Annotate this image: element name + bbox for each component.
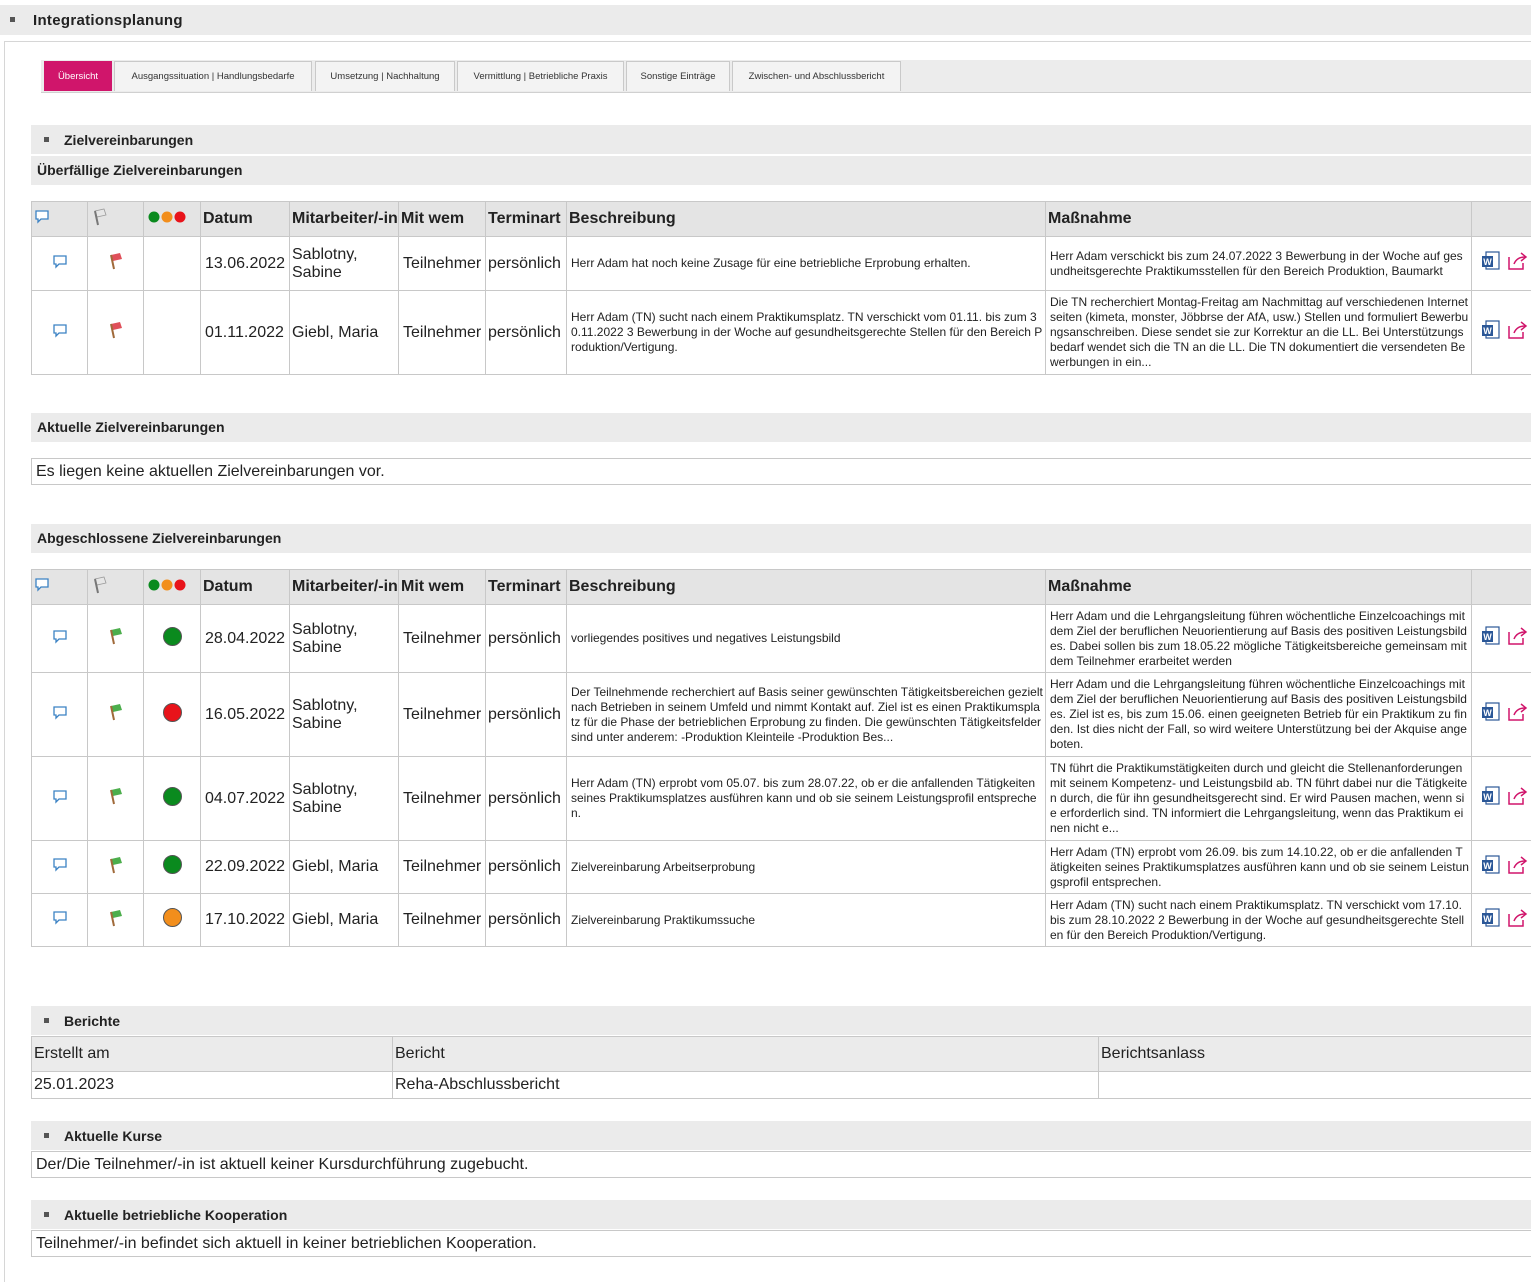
row-date: 22.09.2022 bbox=[201, 841, 290, 894]
section-title: Aktuelle Kurse bbox=[64, 1122, 162, 1151]
report-reason bbox=[1099, 1072, 1531, 1099]
col-terminart[interactable]: Terminart bbox=[486, 570, 567, 605]
row-measure: Herr Adam verschickt bis zum 24.07.2022 3 Bewerbung in der Woche auf gesundheitsgerechte Praktikumsstellen für den Bereich Produktion, Baumarkt bbox=[1046, 237, 1472, 291]
row-description: Herr Adam (TN) sucht nach einem Praktikumsplatz. TN verschickt vom 01.11. bis zum 30.11.2022 3 Bewerbung in der Woche auf gesundheitsgerechte Stellen für den Bereich Produktion/Vertigung. bbox=[567, 291, 1046, 375]
flag-icon[interactable] bbox=[88, 237, 144, 291]
row-staff: Sablotny, Sabine bbox=[290, 757, 399, 841]
subsection-title: Abgeschlossene Zielvereinbarungen bbox=[37, 524, 281, 553]
row-type: persönlich bbox=[486, 841, 567, 894]
tab-ausgangssituation[interactable]: Ausgangssituation | Handlungsbedarfe bbox=[114, 61, 312, 91]
flag-column-icon bbox=[88, 570, 144, 605]
row-date: 13.06.2022 bbox=[201, 237, 290, 291]
col-beschreibung[interactable]: Beschreibung bbox=[567, 202, 1046, 237]
col-datum[interactable]: Datum bbox=[201, 202, 290, 237]
svg-text:W: W bbox=[1483, 708, 1492, 718]
comment-column-icon bbox=[32, 202, 88, 237]
status-indicator bbox=[144, 291, 201, 375]
row-with: Teilnehmer bbox=[399, 894, 486, 947]
word-document-icon[interactable] bbox=[1480, 625, 1502, 652]
row-description: Herr Adam (TN) erprobt vom 05.07. bis zum 28.07.22, ob er die anfallenden Tätigkeiten seines Praktikumsplatzes ausführen kann und ob sie seinem Leistungsprofil entsprechen. bbox=[567, 757, 1046, 841]
section-berichte[interactable] bbox=[31, 1006, 1531, 1035]
col-bericht: Bericht bbox=[393, 1037, 1099, 1072]
col-mit-wem[interactable]: Mit wem bbox=[399, 202, 486, 237]
table-row[interactable] bbox=[32, 605, 1531, 673]
row-description: vorliegendes positives und negatives Leistungsbild bbox=[567, 605, 1046, 673]
col-massnahme[interactable]: Maßnahme bbox=[1046, 202, 1472, 237]
kooperation-empty-message: Teilnehmer/-in befindet sich aktuell in keiner betrieblichen Kooperation. bbox=[31, 1230, 1531, 1257]
row-type: persönlich bbox=[486, 757, 567, 841]
overdue-table bbox=[31, 201, 1531, 375]
row-description: Zielvereinbarung Arbeitserprobung bbox=[567, 841, 1046, 894]
row-with: Teilnehmer bbox=[399, 291, 486, 375]
header-row bbox=[32, 570, 1531, 605]
flag-icon[interactable] bbox=[88, 605, 144, 673]
svg-text:W: W bbox=[1483, 914, 1492, 924]
page-header bbox=[0, 5, 1531, 35]
row-with: Teilnehmer bbox=[399, 673, 486, 757]
col-mitarbeiter[interactable]: Mitarbeiter/-in bbox=[290, 202, 399, 237]
comment-icon[interactable] bbox=[32, 291, 88, 375]
section-kooperation[interactable] bbox=[31, 1200, 1531, 1229]
status-indicator bbox=[144, 673, 201, 757]
section-title: Aktuelle betriebliche Kooperation bbox=[64, 1201, 287, 1230]
row-measure: Die TN recherchiert Montag-Freitag am Nachmittag auf verschiedenen Internetseiten (kimeta, monster, Jöbbrse der AfA, usw.) Stellen und formuliert Bewerbungsanschreiben. Diese sendet sie zur Korrektur an die LL. Bei Unterstützungsbedarf wendet sich die TN an die LL. Die TN dokumentiert die versendeten Bewerbungen in ein... bbox=[1046, 291, 1472, 375]
row-type: persönlich bbox=[486, 894, 567, 947]
svg-text:W: W bbox=[1483, 861, 1492, 871]
row-with: Teilnehmer bbox=[399, 237, 486, 291]
comment-icon[interactable] bbox=[32, 237, 88, 291]
row-staff: Sablotny, Sabine bbox=[290, 605, 399, 673]
svg-text:W: W bbox=[1483, 792, 1492, 802]
status-indicator bbox=[144, 605, 201, 673]
status-dot-green bbox=[163, 855, 182, 874]
comment-icon[interactable] bbox=[32, 673, 88, 757]
status-dot-red bbox=[163, 703, 182, 722]
tab-sonstige[interactable]: Sonstige Einträge bbox=[626, 61, 730, 91]
row-measure: TN führt die Praktikumstätigkeiten durch und gleicht die Stellenanforderungen mit seinem Kompetenz- und Leistungsbild ab. TN führt dabei nur die Tätigkeiten durch, die für ihn gesundheitsgerecht sind. Er wird Pausen machen, wenn sie erforderlich sind. TN informiert die Lehrgangsleitung, wenn das Praktikum einen nicht e... bbox=[1046, 757, 1472, 841]
table-row[interactable] bbox=[32, 1072, 1531, 1099]
col-erstellt: Erstellt am bbox=[32, 1037, 393, 1072]
table-row[interactable] bbox=[32, 291, 1531, 375]
row-date: 16.05.2022 bbox=[201, 673, 290, 757]
col-massnahme[interactable]: Maßnahme bbox=[1046, 570, 1472, 605]
col-terminart[interactable]: Terminart bbox=[486, 202, 567, 237]
status-indicator bbox=[144, 894, 201, 947]
section-zielvereinbarungen[interactable] bbox=[31, 125, 1531, 154]
row-with: Teilnehmer bbox=[399, 757, 486, 841]
row-date: 01.11.2022 bbox=[201, 291, 290, 375]
row-staff: Sablotny, Sabine bbox=[290, 237, 399, 291]
kurse-empty-message: Der/Die Teilnehmer/-in ist aktuell keiner Kursdurchführung zugebucht. bbox=[31, 1151, 1531, 1178]
flag-column-icon bbox=[88, 202, 144, 237]
row-staff: Giebl, Maria bbox=[290, 291, 399, 375]
word-document-icon[interactable] bbox=[1480, 785, 1502, 812]
traffic-light-icon bbox=[144, 202, 201, 237]
row-with: Teilnehmer bbox=[399, 605, 486, 673]
tab-bericht[interactable]: Zwischen- und Abschlussbericht bbox=[732, 61, 901, 91]
table-row[interactable] bbox=[32, 894, 1531, 947]
svg-text:W: W bbox=[1483, 326, 1492, 336]
col-beschreibung[interactable]: Beschreibung bbox=[567, 570, 1046, 605]
flag-icon[interactable] bbox=[88, 894, 144, 947]
subsection-title: Aktuelle Zielvereinbarungen bbox=[37, 413, 225, 442]
share-icon[interactable] bbox=[1506, 701, 1528, 728]
share-icon[interactable] bbox=[1506, 319, 1528, 346]
row-type: persönlich bbox=[486, 291, 567, 375]
comment-icon[interactable] bbox=[32, 757, 88, 841]
row-date: 04.07.2022 bbox=[201, 757, 290, 841]
comment-icon[interactable] bbox=[32, 841, 88, 894]
row-description: Zielvereinbarung Praktikumssuche bbox=[567, 894, 1046, 947]
page-title: Integrationsplanung bbox=[33, 12, 183, 29]
row-measure: Herr Adam und die Lehrgangsleitung führen wöchentliche Einzelcoachings mit dem Ziel der beruflichen Neuorientierung auf Basis des positiven Leistungsbildes. Dabei sollen bis zum 18.05.22 mögliche Tätigkeitsbereiche gemeinsam mit dem Teilnehmer erarbeitet werden bbox=[1046, 605, 1472, 673]
share-icon[interactable] bbox=[1506, 250, 1528, 277]
row-measure: Herr Adam und die Lehrgangsleitung führen wöchentliche Einzelcoachings mit dem Ziel der beruflichen Neuorientierung auf Basis des positiven Leistungsbildes. Ziel ist es, bis zum 15.06. einen geeigneten Betrieb für ein Praktikum zu finden. Ist dies nicht der Fall, so wird weitere Unterstützung bei der Akquise angeboten. bbox=[1046, 673, 1472, 757]
share-icon[interactable] bbox=[1506, 785, 1528, 812]
col-mitarbeiter[interactable]: Mitarbeiter/-in bbox=[290, 570, 399, 605]
col-mit-wem[interactable]: Mit wem bbox=[399, 570, 486, 605]
tab-uebersicht[interactable]: Übersicht bbox=[44, 61, 112, 91]
row-description: Der Teilnehmende recherchiert auf Basis seiner gewünschten Tätigkeitsbereichen gezielt nach Betrieben in seinem Umfeld und nimmt Kontakt auf. Ziel ist es einen Praktikumsplatz für die Phase der betrieblichen Erprobung zu finden. Die gewünschten Tätigkeitsfelder sind unter anderem: -Produktion Kleinteile -Produktion Bes... bbox=[567, 673, 1046, 757]
flag-icon[interactable] bbox=[88, 841, 144, 894]
svg-text:W: W bbox=[1483, 632, 1492, 642]
row-date: 17.10.2022 bbox=[201, 894, 290, 947]
word-document-icon[interactable] bbox=[1480, 319, 1502, 346]
table-row[interactable] bbox=[32, 841, 1531, 894]
flag-icon[interactable] bbox=[88, 757, 144, 841]
bullet-icon bbox=[44, 1133, 49, 1138]
current-empty-message: Es liegen keine aktuellen Zielvereinbarungen vor. bbox=[31, 458, 1531, 485]
table-row[interactable] bbox=[32, 673, 1531, 757]
bullet-icon bbox=[10, 17, 15, 22]
status-indicator bbox=[144, 757, 201, 841]
subsection-current bbox=[31, 413, 1531, 442]
row-type: persönlich bbox=[486, 673, 567, 757]
row-staff: Sablotny, Sabine bbox=[290, 673, 399, 757]
subsection-overdue bbox=[31, 156, 1531, 185]
flag-icon[interactable] bbox=[88, 291, 144, 375]
row-staff: Giebl, Maria bbox=[290, 894, 399, 947]
row-with: Teilnehmer bbox=[399, 841, 486, 894]
subsection-title: Überfällige Zielvereinbarungen bbox=[37, 156, 242, 185]
traffic-light-icon bbox=[144, 570, 201, 605]
status-dot-green bbox=[163, 627, 182, 646]
header-row bbox=[32, 202, 1531, 237]
share-icon[interactable] bbox=[1506, 854, 1528, 881]
row-measure: Herr Adam (TN) sucht nach einem Praktikumsplatz. TN verschickt vom 17.10. bis zum 28.10.2022 2 Bewerbung in der Woche auf gesundheitsgerechte Stellen für den Bereich Produktion/Vertigung. bbox=[1046, 894, 1472, 947]
bullet-icon bbox=[44, 137, 49, 142]
report-name[interactable]: Reha-Abschlussbericht bbox=[393, 1072, 1099, 1099]
flag-icon[interactable] bbox=[88, 673, 144, 757]
col-anlass: Berichtsanlass bbox=[1099, 1037, 1531, 1072]
col-actions bbox=[1472, 202, 1531, 237]
row-type: persönlich bbox=[486, 237, 567, 291]
col-actions bbox=[1472, 570, 1531, 605]
bullet-icon bbox=[44, 1018, 49, 1023]
col-datum[interactable]: Datum bbox=[201, 570, 290, 605]
row-date: 28.04.2022 bbox=[201, 605, 290, 673]
row-staff: Giebl, Maria bbox=[290, 841, 399, 894]
comment-column-icon bbox=[32, 570, 88, 605]
section-kurse[interactable] bbox=[31, 1121, 1531, 1150]
row-measure: Herr Adam (TN) erprobt vom 26.09. bis zum 14.10.22, ob er die anfallenden Tätigkeiten seines Praktikumsplatzes ausführen kann und ob sie seinem Leistungsprofil entsprechen. bbox=[1046, 841, 1472, 894]
status-dot-green bbox=[163, 787, 182, 806]
word-document-icon[interactable] bbox=[1480, 907, 1502, 934]
subsection-closed bbox=[31, 524, 1531, 553]
section-title: Zielvereinbarungen bbox=[64, 126, 193, 155]
report-date: 25.01.2023 bbox=[32, 1072, 393, 1099]
share-icon[interactable] bbox=[1506, 907, 1528, 934]
word-document-icon[interactable] bbox=[1480, 854, 1502, 881]
status-indicator bbox=[144, 841, 201, 894]
berichte-table bbox=[31, 1036, 1531, 1099]
closed-table bbox=[31, 569, 1531, 947]
comment-icon[interactable] bbox=[32, 894, 88, 947]
section-title: Berichte bbox=[64, 1007, 120, 1036]
bullet-icon bbox=[44, 1212, 49, 1217]
table-row[interactable] bbox=[32, 757, 1531, 841]
row-type: persönlich bbox=[486, 605, 567, 673]
word-document-icon[interactable] bbox=[1480, 250, 1502, 277]
row-description: Herr Adam hat noch keine Zusage für eine betriebliche Erprobung erhalten. bbox=[567, 237, 1046, 291]
comment-icon[interactable] bbox=[32, 605, 88, 673]
tab-umsetzung[interactable]: Umsetzung | Nachhaltung bbox=[315, 61, 455, 91]
status-indicator bbox=[144, 237, 201, 291]
word-document-icon[interactable] bbox=[1480, 701, 1502, 728]
svg-text:W: W bbox=[1483, 257, 1492, 267]
status-dot-orange bbox=[163, 908, 182, 927]
share-icon[interactable] bbox=[1506, 625, 1528, 652]
table-row[interactable] bbox=[32, 237, 1531, 291]
tab-vermittlung[interactable]: Vermittlung | Betriebliche Praxis bbox=[457, 61, 624, 91]
